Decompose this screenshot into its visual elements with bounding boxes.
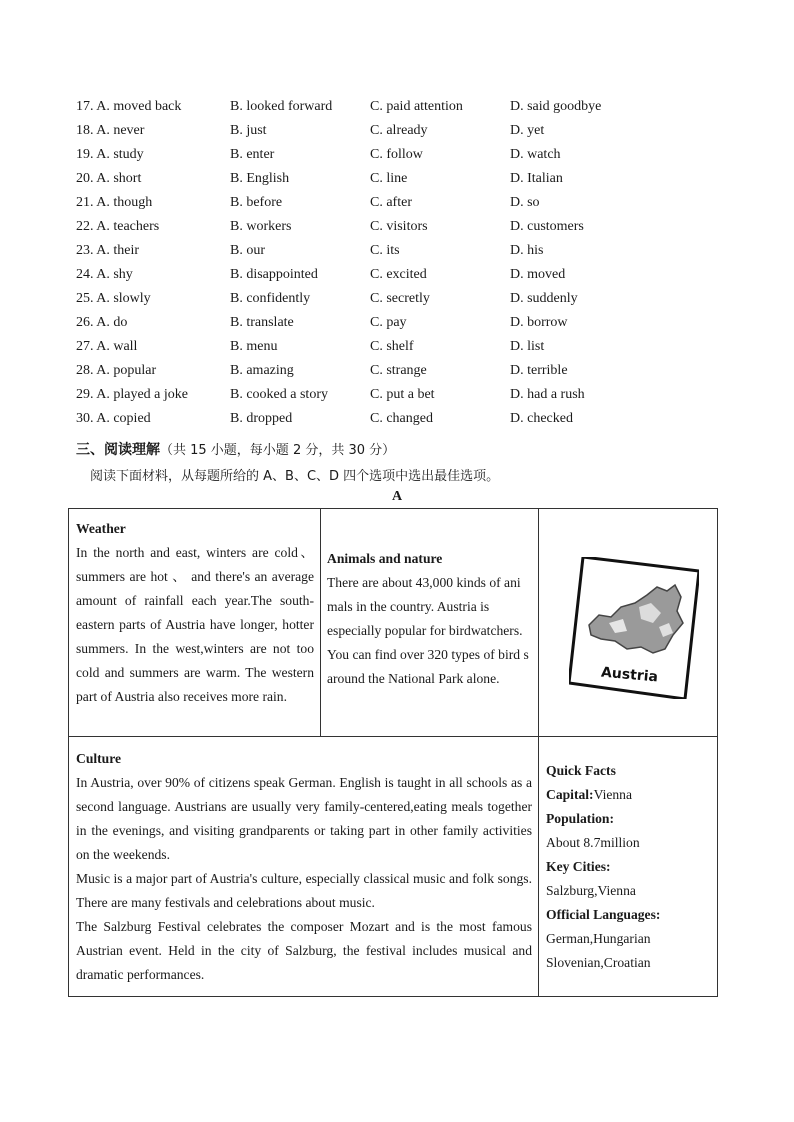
culture-cell	[76, 747, 532, 987]
option-d: D. Italian	[510, 171, 563, 186]
option-a: 30. A. copied	[76, 411, 151, 426]
capital-value: Vienna	[593, 787, 633, 802]
option-a: 17. A. moved back	[76, 99, 182, 114]
option-a: 27. A. wall	[76, 339, 138, 354]
weather-heading: Weather	[76, 521, 126, 536]
option-d: D. said goodbye	[510, 99, 602, 114]
option-c: C. pay	[370, 315, 407, 330]
table-divider	[320, 509, 321, 736]
option-row	[76, 287, 636, 311]
option-a: 23. A. their	[76, 243, 139, 258]
option-c: C. put a bet	[370, 387, 435, 402]
option-row	[76, 335, 636, 359]
cities-value: Salzburg,Vienna	[546, 883, 636, 898]
animals-text: There are about 43,000 kinds of ani mals in the country. Austria is especially popular for birdwatchers. You can find over 320 types of bird s around the National Park alone.	[327, 575, 529, 686]
option-c: C. line	[370, 171, 408, 186]
option-d: D. checked	[510, 411, 573, 426]
option-b: B. workers	[230, 219, 292, 234]
section-heading	[76, 439, 395, 459]
population-value: About 8.7million	[546, 835, 640, 850]
weather-cell	[76, 517, 314, 709]
option-c: C. its	[370, 243, 400, 258]
option-a: 26. A. do	[76, 315, 128, 330]
passage-label: A	[392, 489, 403, 504]
option-row	[76, 311, 636, 335]
option-c: C. after	[370, 195, 412, 210]
cities-label: Key Cities:	[546, 859, 611, 874]
option-a: 22. A. teachers	[76, 219, 160, 234]
option-c: C. follow	[370, 147, 423, 162]
quick-facts-cell	[546, 759, 716, 975]
culture-paragraph: The Salzburg Festival celebrates the composer Mozart and is the most famous Austrian event. Held in the city of Salzburg, the festival includes musical and dramatic performances.	[76, 919, 532, 982]
option-row	[76, 191, 636, 215]
section-subtitle: （共 15 小题，每小题 2 分，共 30 分）	[160, 443, 396, 458]
option-row	[76, 263, 636, 287]
culture-paragraph: In Austria, over 90% of citizens speak German. English is taught in all schools as a second language. Austrians are usually very family-centered,eating meals together in the evenings, and visiting grandparents or taking part in other family activities on the weekends.	[76, 775, 532, 862]
option-row	[76, 239, 636, 263]
option-c: C. visitors	[370, 219, 428, 234]
option-a: 24. A. shy	[76, 267, 133, 282]
option-b: B. menu	[230, 339, 278, 354]
option-d: D. suddenly	[510, 291, 578, 306]
option-c: C. strange	[370, 363, 427, 378]
option-b: B. our	[230, 243, 265, 258]
option-c: C. shelf	[370, 339, 414, 354]
option-d: D. list	[510, 339, 545, 354]
option-d: D. so	[510, 195, 540, 210]
option-b: B. English	[230, 171, 290, 186]
option-c: C. changed	[370, 411, 433, 426]
option-d: D. customers	[510, 219, 584, 234]
option-b: B. cooked a story	[230, 387, 328, 402]
capital-line	[546, 783, 716, 807]
option-d: D. terrible	[510, 363, 568, 378]
section-title: 三、阅读理解	[76, 442, 160, 458]
option-row	[76, 167, 636, 191]
option-a: 19. A. study	[76, 147, 144, 162]
facts-heading: Quick Facts	[546, 763, 616, 778]
table-divider	[538, 509, 539, 996]
option-d: D. had a rush	[510, 387, 585, 402]
culture-heading: Culture	[76, 751, 122, 766]
table-divider	[69, 736, 717, 737]
languages-value: Slovenian,Croatian	[546, 955, 651, 970]
option-c: C. already	[370, 123, 428, 138]
option-d: D. borrow	[510, 315, 568, 330]
culture-paragraph: Music is a major part of Austria's culture, especially classical music and folk songs. There are many festivals and celebrations about music.	[76, 871, 532, 910]
option-row	[76, 407, 636, 431]
option-b: B. enter	[230, 147, 275, 162]
option-row	[76, 383, 636, 407]
option-a: 18. A. never	[76, 123, 145, 138]
option-row	[76, 119, 636, 143]
option-d: D. his	[510, 243, 544, 258]
option-d: D. watch	[510, 147, 561, 162]
option-a: 25. A. slowly	[76, 291, 151, 306]
cloze-options-list	[76, 95, 636, 431]
section-instruction: 阅读下面材料，从每题所给的 A、B、C、D 四个选项中选出最佳选项。	[90, 469, 500, 484]
option-d: D. moved	[510, 267, 566, 282]
capital-label: Capital:	[546, 787, 594, 802]
option-d: D. yet	[510, 123, 545, 138]
info-table	[68, 508, 718, 997]
option-c: C. excited	[370, 267, 427, 282]
option-b: B. disappointed	[230, 267, 318, 282]
option-b: B. translate	[230, 315, 294, 330]
option-a: 28. A. popular	[76, 363, 157, 378]
option-a: 29. A. played a joke	[76, 387, 188, 402]
option-b: B. dropped	[230, 411, 293, 426]
option-a: 20. A. short	[76, 171, 142, 186]
option-row	[76, 143, 636, 167]
languages-value: German,Hungarian	[546, 931, 651, 946]
option-a: 21. A. though	[76, 195, 153, 210]
option-b: B. just	[230, 123, 267, 138]
option-c: C. secretly	[370, 291, 430, 306]
option-row	[76, 359, 636, 383]
option-c: C. paid attention	[370, 99, 463, 114]
option-b: B. confidently	[230, 291, 311, 306]
map-label: Austria	[600, 664, 659, 686]
option-row	[76, 95, 636, 119]
animals-cell	[327, 547, 534, 691]
option-b: B. before	[230, 195, 283, 210]
austria-map-image	[569, 557, 699, 699]
population-label: Population:	[546, 811, 614, 826]
option-b: B. looked forward	[230, 99, 333, 114]
option-b: B. amazing	[230, 363, 294, 378]
animals-heading: Animals and nature	[327, 551, 443, 566]
weather-text: In the north and east, winters are cold、summers are hot 、 and there's an average amount of rainfall each year.The south-eastern parts of Austria have longer, hotter summers. In the west,winters are not too cold and summers are warm. The western part of Austria also receives more rain.	[76, 545, 314, 704]
option-row	[76, 215, 636, 239]
languages-label: Official Languages:	[546, 907, 661, 922]
